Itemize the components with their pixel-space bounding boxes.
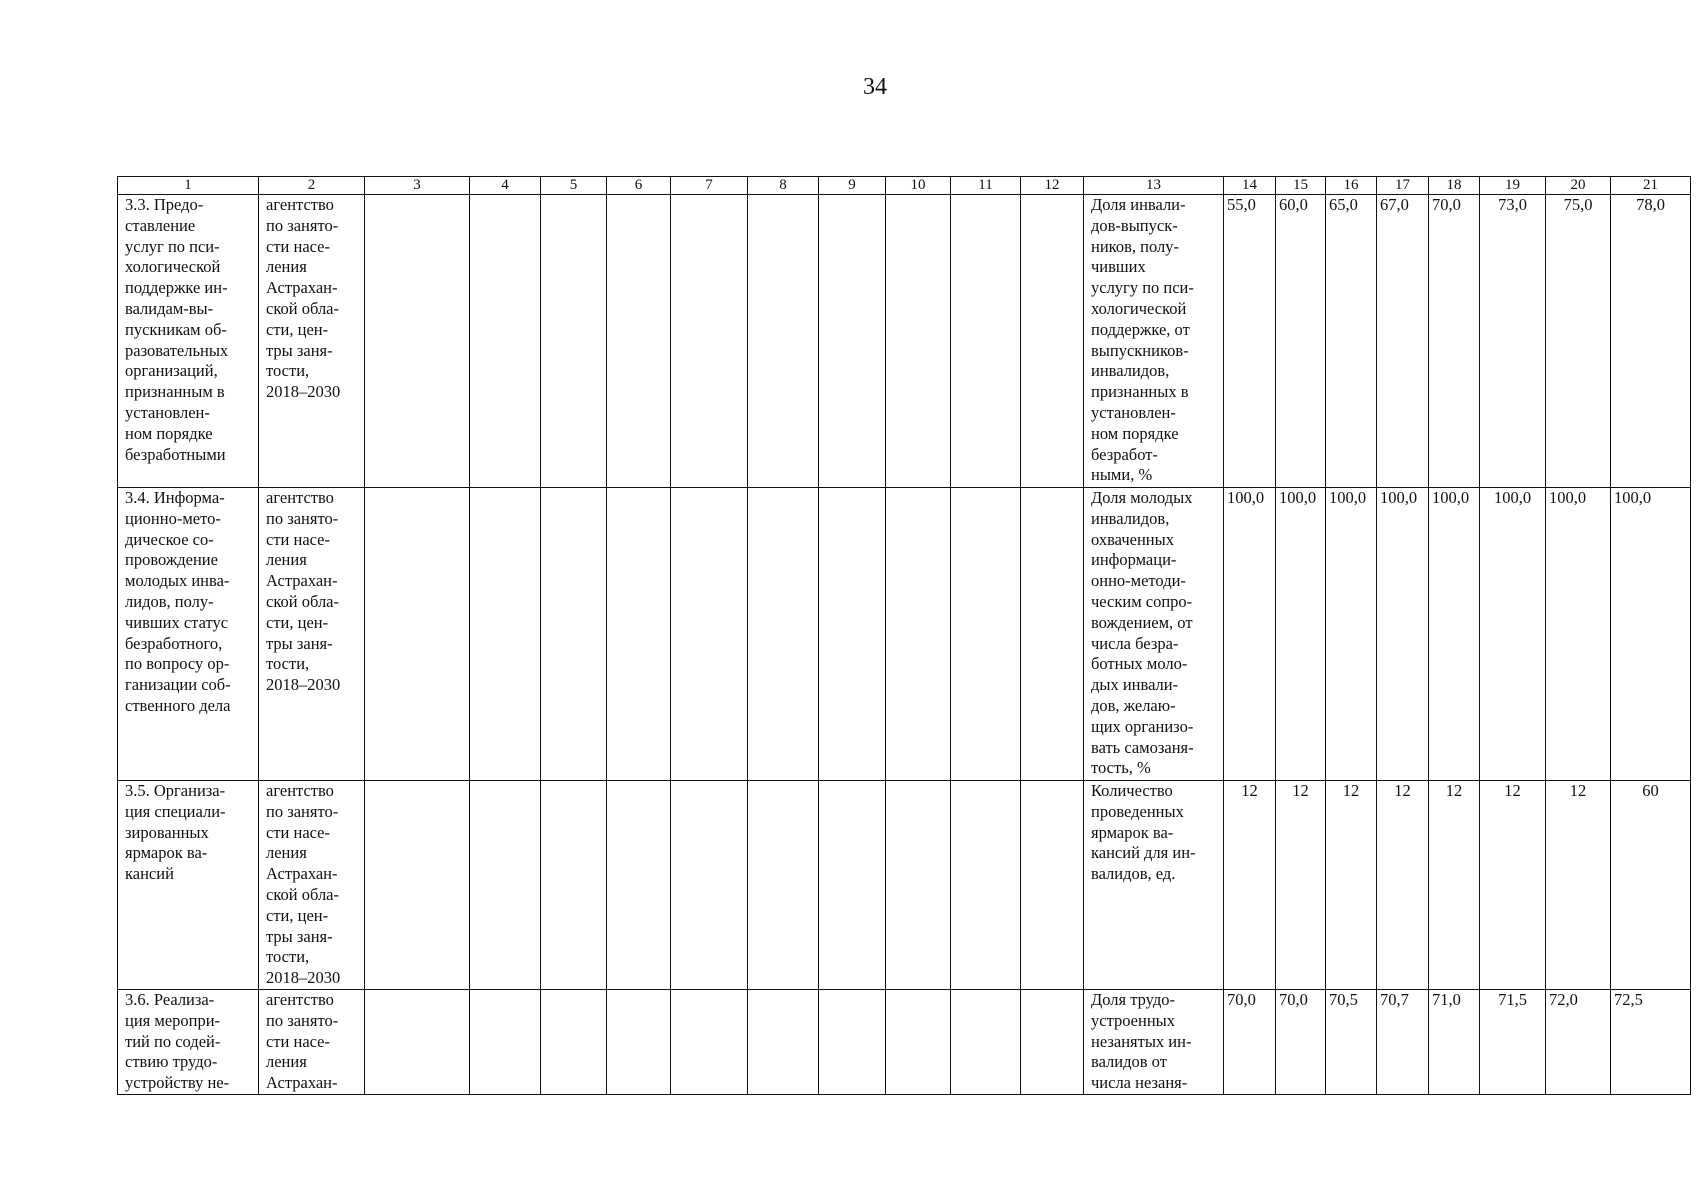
col-header-9: 9 [819,177,886,195]
value-cell: 72,5 [1611,989,1691,1094]
indicator-cell: Доля молодых инвалидов, охваченных информаци- онно-методи- ческим сопро- вождением, от числа безра- ботных моло- дых инвали- дов, желаю- щих организо- вать самозаня- тость, % [1084,488,1224,781]
col-header-19: 19 [1480,177,1546,195]
col-header-15: 15 [1276,177,1326,195]
col-header-13: 13 [1084,177,1224,195]
empty-cell [748,989,819,1094]
empty-cell [470,781,541,990]
empty-cell [541,989,607,1094]
col-header-4: 4 [470,177,541,195]
col-header-10: 10 [886,177,951,195]
empty-cell [1021,781,1084,990]
empty-cell [819,195,886,488]
empty-cell [607,488,671,781]
empty-cell [365,989,470,1094]
empty-cell [819,781,886,990]
empty-cell [671,488,748,781]
activity-cell: 3.4. Информа- ционно-мето- дическое со- провождение молодых инва- лидов, полу- чивших статус безработного, по вопросу ор- ганизации соб- ственного дела [118,488,259,781]
value-cell: 60 [1611,781,1691,990]
table-row [118,488,1691,781]
indicator-cell: Доля трудо- устроенных незанятых ин- валидов от числа незаня- [1084,989,1224,1094]
value-cell: 100,0 [1480,488,1546,781]
value-cell: 12 [1326,781,1377,990]
value-cell: 12 [1546,781,1611,990]
col-header-20: 20 [1546,177,1611,195]
col-header-21: 21 [1611,177,1691,195]
empty-cell [470,488,541,781]
value-cell: 12 [1480,781,1546,990]
col-header-16: 16 [1326,177,1377,195]
indicators-table [117,176,1691,1095]
value-cell: 78,0 [1611,195,1691,488]
value-cell: 75,0 [1546,195,1611,488]
value-cell: 100,0 [1546,488,1611,781]
header-row [118,177,1691,195]
value-cell: 70,7 [1377,989,1429,1094]
empty-cell [607,989,671,1094]
empty-cell [470,989,541,1094]
value-cell: 72,0 [1546,989,1611,1094]
indicator-cell: Количество проведенных ярмарок ва- кансий для ин- валидов, ед. [1084,781,1224,990]
col-header-5: 5 [541,177,607,195]
value-cell: 12 [1429,781,1480,990]
indicator-cell: Доля инвали- дов-выпуск- ников, полу- чивших услугу по пси- хологической поддержке, от выпускников- инвалидов, признанных в установлен- ном порядке безработ- ными, % [1084,195,1224,488]
empty-cell [748,488,819,781]
col-header-1: 1 [118,177,259,195]
value-cell: 73,0 [1480,195,1546,488]
executor-cell: агентство по занято- сти насе- ления Астрахан- ской обла- сти, цен- тры заня- тости, 2018–2030 [259,781,365,990]
executor-cell: агентство по занято- сти насе- ления Астрахан- ской обла- сти, цен- тры заня- тости, 2018–2030 [259,488,365,781]
empty-cell [365,488,470,781]
col-header-3: 3 [365,177,470,195]
empty-cell [671,781,748,990]
activity-cell: 3.3. Предо- ставление услуг по пси- хологической поддержке ин- валидам-вы- пускникам об- разовательных организаций, признанным в установлен- ном порядке безработными [118,195,259,488]
value-cell: 67,0 [1377,195,1429,488]
empty-cell [470,195,541,488]
table-row [118,195,1691,488]
executor-cell: агентство по занято- сти насе- ления Астрахан- ской обла- сти, цен- тры заня- тости, 2018–2030 [259,195,365,488]
empty-cell [886,195,951,488]
empty-cell [1021,488,1084,781]
value-cell: 71,5 [1480,989,1546,1094]
empty-cell [819,488,886,781]
empty-cell [886,781,951,990]
value-cell: 55,0 [1224,195,1276,488]
col-header-11: 11 [951,177,1021,195]
empty-cell [951,195,1021,488]
empty-cell [671,195,748,488]
col-header-14: 14 [1224,177,1276,195]
value-cell: 70,0 [1224,989,1276,1094]
empty-cell [541,781,607,990]
empty-cell [607,781,671,990]
empty-cell [819,989,886,1094]
col-header-2: 2 [259,177,365,195]
page-number: 34 [863,74,887,100]
empty-cell [886,488,951,781]
value-cell: 60,0 [1276,195,1326,488]
value-cell: 70,0 [1429,195,1480,488]
empty-cell [671,989,748,1094]
empty-cell [365,195,470,488]
activity-cell: 3.6. Реализа- ция меропри- тий по содей- ствию трудо- устройству не- [118,989,259,1094]
empty-cell [541,195,607,488]
value-cell: 100,0 [1326,488,1377,781]
col-header-6: 6 [607,177,671,195]
empty-cell [541,488,607,781]
value-cell: 100,0 [1429,488,1480,781]
table-row [118,781,1691,990]
value-cell: 70,5 [1326,989,1377,1094]
value-cell: 65,0 [1326,195,1377,488]
empty-cell [607,195,671,488]
empty-cell [748,781,819,990]
col-header-18: 18 [1429,177,1480,195]
value-cell: 70,0 [1276,989,1326,1094]
value-cell: 12 [1224,781,1276,990]
col-header-17: 17 [1377,177,1429,195]
empty-cell [748,195,819,488]
empty-cell [951,488,1021,781]
col-header-7: 7 [671,177,748,195]
col-header-8: 8 [748,177,819,195]
col-header-12: 12 [1021,177,1084,195]
value-cell: 12 [1377,781,1429,990]
executor-cell: агентство по занято- сти насе- ления Астрахан- [259,989,365,1094]
value-cell: 71,0 [1429,989,1480,1094]
value-cell: 100,0 [1611,488,1691,781]
empty-cell [1021,989,1084,1094]
empty-cell [886,989,951,1094]
value-cell: 100,0 [1276,488,1326,781]
value-cell: 100,0 [1224,488,1276,781]
empty-cell [951,781,1021,990]
activity-cell: 3.5. Организа- ция специали- зированных ярмарок ва- кансий [118,781,259,990]
empty-cell [951,989,1021,1094]
table-row [118,989,1691,1094]
empty-cell [365,781,470,990]
value-cell: 100,0 [1377,488,1429,781]
empty-cell [1021,195,1084,488]
value-cell: 12 [1276,781,1326,990]
